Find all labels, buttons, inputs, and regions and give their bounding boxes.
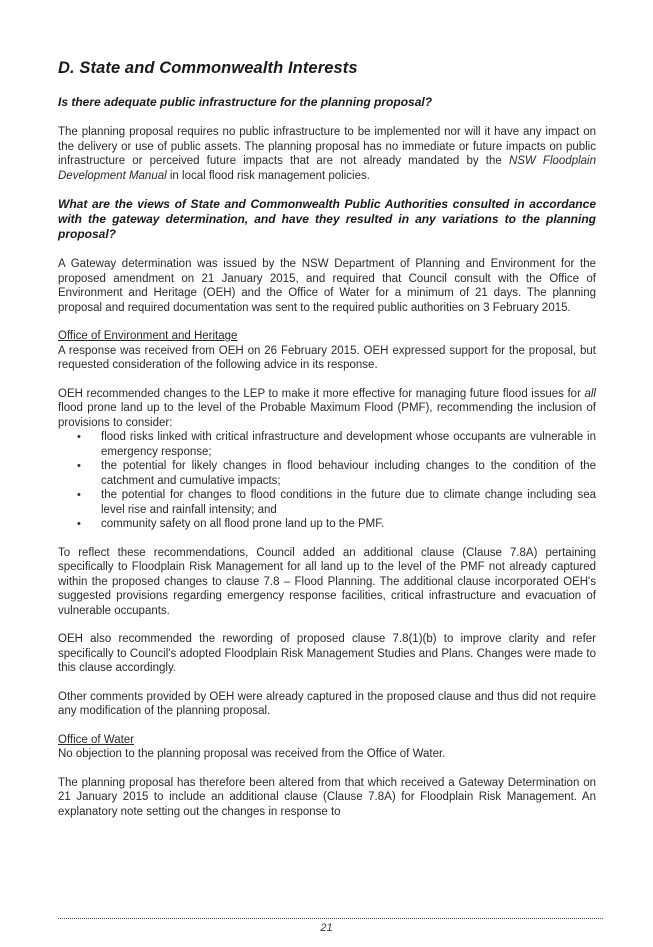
page-number: 21 [320,922,333,934]
question-authorities: What are the views of State and Commonwealth Public Authorities consulted in accordance with the gateway determination, and have they resulted in any variations to the planning proposal? [58,197,596,241]
bullet-icon: • [77,460,81,472]
bullet-icon: • [77,518,81,530]
question-infrastructure: Is there adequate public infrastructure for the planning proposal? [58,95,433,109]
paragraph-oeh-recommend-text-2: flood prone land up to the level of the Probable Maximum Flood (PMF), recommending the inclusion of provisions to consider: [58,402,596,429]
subheading-office-of-water: Office of Water [58,733,135,746]
emphasis-all: all [584,387,596,400]
list-item [77,488,596,517]
list-item [77,517,596,532]
paragraph-rewording: OEH also recommended the rewording of proposed clause 7.8(1)(b) to improve clarity and refer specifically to Council's adopted Floodplain Risk Management Studies and Plans. Changes were made to this clause accordingly. [58,633,596,674]
manual-title: NSW Floodplain Development Manual [58,155,596,182]
list-item-text: the potential for changes to flood conditions in the future due to climate change including sea level rise and rainfall intensity; and [101,489,596,516]
list-item-text: the potential for likely changes in flood behaviour including changes to the condition of the catchment and cumulative impacts; [101,460,596,487]
paragraph-infrastructure-text-2: in local flood risk management policies. [166,169,370,182]
paragraph-infrastructure-text-1: The planning proposal requires no public infrastructure to be implemented nor will it have any impact on the delivery or use of public assets. The planning proposal has no immediate or future impacts on public infrastructure or perceived future impacts that are not already mandated by the [58,126,596,167]
bullet-icon: • [77,431,81,443]
subheading-oeh: Office of Environment and Heritage [58,330,238,342]
document-page [58,50,596,833]
provisions-list [58,430,596,532]
paragraph-water-response: No objection to the planning proposal was received from the Office of Water. [58,748,446,760]
paragraph-oeh-recommend-text-1: OEH recommended changes to the LEP to make it more effective for managing future flood issues for [58,387,585,400]
paragraph-oeh-recommend [58,387,596,431]
bullet-icon: • [77,489,81,501]
section-heading: D. State and Commonwealth Interests [58,59,358,77]
footer-divider [58,918,603,919]
paragraph-infrastructure [58,125,596,183]
paragraph-other-comments: Other comments provided by OEH were already captured in the proposed clause and thus did not require any modification of the planning proposal. [58,690,596,717]
paragraph-gateway: A Gateway determination was issued by the NSW Department of Planning and Environment for the proposed amendment on 21 January 2015, and required that Council consult with the Office of Environment and Heritage (OEH) and the Office of Water for a minimum of 21 days. The planning proposal and required documentation was sent to the required public authorities on 3 February 2015. [58,258,596,314]
list-item-text: community safety on all flood prone land up to the PMF. [101,518,385,530]
list-item [77,430,596,459]
list-item [77,459,596,488]
paragraph-closing: The planning proposal has therefore been altered from that which received a Gateway Determination on 21 January 2015 to include an additional clause (Clause 7.8A) for Floodplain Risk Management. An explanatory note setting out the changes in response to [58,776,596,818]
paragraph-clause-7-8a: To reflect these recommendations, Council added an additional clause (Clause 7.8A) pertaining specifically to Floodplain Risk Management for all land up to the level of the PMF not already captured within the proposed changes to clause 7.8 – Flood Planning. The additional clause incorporated OEH's suggested provisions regarding emergency response facilities, critical infrastructure and evacuation of vulnerable occupants. [58,546,596,617]
paragraph-oeh-response: A response was received from OEH on 26 February 2015. OEH expressed support for the proposal, but requested consideration of the following advice in its response. [58,344,596,371]
list-item-text: flood risks linked with critical infrastructure and development whose occupants are vulnerable in emergency response; [101,431,596,458]
